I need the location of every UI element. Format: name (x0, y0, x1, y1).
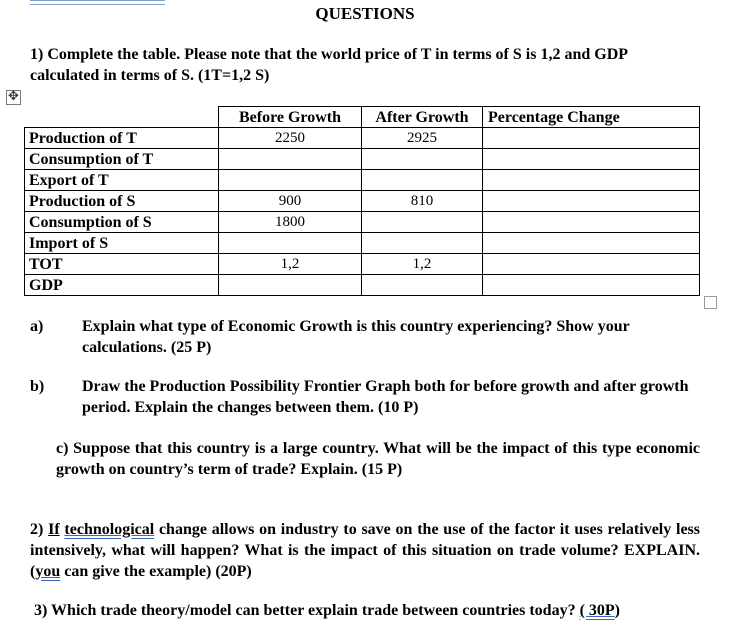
pct-cell[interactable] (483, 275, 700, 296)
table-row (25, 191, 700, 212)
pct-cell[interactable] (483, 149, 700, 170)
after-cell[interactable] (362, 212, 483, 233)
table-row (25, 254, 700, 275)
before-cell[interactable] (219, 149, 362, 170)
table-row (25, 233, 700, 254)
header-after-growth: After Growth (362, 107, 483, 128)
pct-cell[interactable] (483, 233, 700, 254)
header-before-growth: Before Growth (219, 107, 362, 128)
row-label: TOT (25, 254, 219, 275)
table-row (25, 170, 700, 191)
growth-table (24, 106, 700, 296)
page-title: QUESTIONS (315, 4, 415, 23)
row-label: Import of S (25, 233, 219, 254)
question-1a (30, 316, 700, 358)
pct-cell[interactable] (483, 191, 700, 212)
question-1b-marker: b) (30, 378, 45, 395)
row-label: Consumption of S (25, 212, 219, 233)
q3-prefix: 3) Which trade theory/model can better explain trade between countries today? (34, 602, 580, 619)
q3-end: ) (614, 602, 620, 619)
table-corner-cell (25, 107, 219, 128)
question-2 (30, 519, 700, 582)
after-cell[interactable] (362, 170, 483, 191)
q2-prefix: 2) (30, 521, 49, 538)
q2-if: If (48, 521, 60, 538)
before-cell[interactable] (219, 275, 362, 296)
after-cell[interactable]: 1,2 (362, 254, 483, 275)
pct-cell[interactable] (483, 128, 700, 149)
row-label: Consumption of T (25, 149, 219, 170)
q2-end: can give the example) (20P) (60, 563, 252, 580)
table-row (25, 212, 700, 233)
row-label: GDP (25, 275, 219, 296)
table-resize-handle-icon[interactable] (704, 296, 717, 309)
table-header-row (25, 107, 700, 128)
row-label: Production of T (25, 128, 219, 149)
table-move-handle-icon[interactable]: ✥ (6, 90, 21, 105)
question-1b (30, 376, 700, 418)
before-cell[interactable]: 1800 (219, 212, 362, 233)
after-cell[interactable] (362, 149, 483, 170)
row-label: Production of S (25, 191, 219, 212)
question-1c-text: c) Suppose that this country is a large country. What will be the impact of this type economic growth on country’s term of trade? Explain. (15 P) (56, 440, 700, 478)
question-3 (34, 600, 724, 621)
after-cell[interactable] (362, 233, 483, 254)
pct-cell[interactable] (483, 170, 700, 191)
table-row (25, 275, 700, 296)
q2-technological: technological (64, 521, 155, 538)
pct-cell[interactable] (483, 254, 700, 275)
row-label: Export of T (25, 170, 219, 191)
q2-middle: change allows on industry to save on the use of the factor it uses relatively less intensively, what will happen? What is the impact of this situation on trade volume? EXPLAIN. ( (30, 521, 701, 580)
table-row (25, 149, 700, 170)
q2-you: you (35, 563, 61, 580)
after-cell[interactable] (362, 275, 483, 296)
question-1a-text: Explain what type of Economic Growth is this country experiencing? Show your calculations. (25 P) (82, 318, 630, 356)
before-cell[interactable] (219, 170, 362, 191)
question-1a-marker: a) (30, 318, 44, 335)
question-1-text: 1) Complete the table. Please note that the world price of T in terms of S is 1,2 and GDP calculated in terms of S. (1T=1,2 S) (30, 46, 628, 84)
header-percentage-change: Percentage Change (483, 107, 700, 128)
before-cell[interactable]: 900 (219, 191, 362, 212)
before-cell[interactable]: 1,2 (219, 254, 362, 275)
pct-cell[interactable] (483, 212, 700, 233)
before-cell[interactable]: 2250 (219, 128, 362, 149)
after-cell[interactable]: 810 (362, 191, 483, 212)
before-cell[interactable] (219, 233, 362, 254)
after-cell[interactable]: 2925 (362, 128, 483, 149)
q3-score: ( 30P (579, 602, 615, 619)
table-row (25, 128, 700, 149)
question-1b-text: Draw the Production Possibility Frontier Graph both for before growth and after growth period. Explain the changes between them. (10 P) (82, 378, 689, 416)
